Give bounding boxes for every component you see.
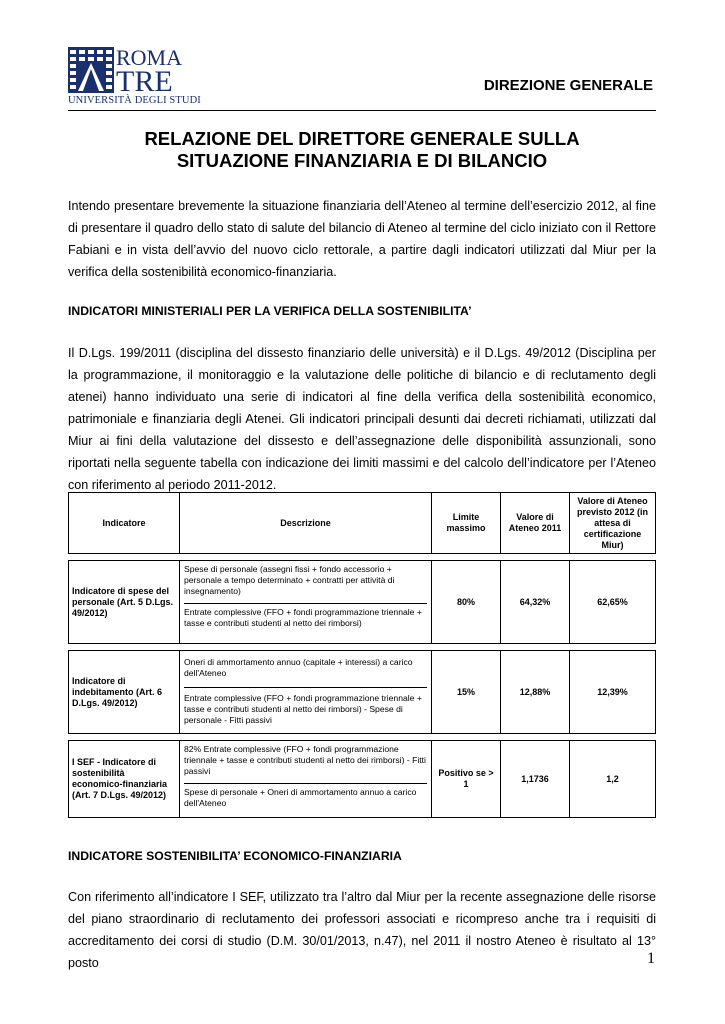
table-row-limite: 15% — [431, 650, 501, 734]
section-paragraph-indicatori: Il D.Lgs. 199/2011 (disciplina del dissesto finanziario delle università) e il D.Lgs. 49/2012 (Disciplina per la programmazione, il monitoraggio e la valutazione delle politiche di bilancio e di reclutamento degli atenei) hanno individuato una serie di indicatori al fine della verifica della sostenibilità economico, patrimoniale e finanziaria degli Atenei. Gli indicatori principali desunti dai decreti richiamati, utilizzati dal Miur ai fini della valutazione del dissesto e dell’assegnazione delle disponibilità assunzionali, sono riportati nella seguente tabella con indicazione dei limiti massimi e del calcolo dell’indicatore per l’Ateneo con riferimento al periodo 2011-2012. — [68, 346, 656, 492]
section-heading-sostenibilita: INDICATORE SOSTENIBILITA’ ECONOMICO-FINANZIARIA — [68, 849, 402, 863]
table-row-description — [179, 740, 432, 818]
table-row-limite: 80% — [431, 560, 501, 644]
table-row-valore-2012: 1,2 — [569, 740, 656, 818]
university-logo — [68, 45, 201, 107]
formula-denominator: Spese di personale + Oneri di ammortamento annuo a carico dell'Ateneo — [184, 787, 417, 808]
table-row-description — [179, 650, 432, 734]
table-row-limite: Positivo se > 1 — [431, 740, 501, 818]
header-limite: Limite massimo — [431, 492, 501, 554]
header-valore-2012: Valore di Ateneo previsto 2012 (in attesa di certificazione Miur) — [569, 492, 656, 554]
title-line-2: SITUAZIONE FINANZIARIA E DI BILANCIO — [176, 150, 548, 171]
title-line-1: RELAZIONE DEL DIRETTORE GENERALE SULLA — [144, 128, 580, 149]
formula-numerator: Oneri di ammortamento annuo (capitale + interessi) a carico dell'Ateneo — [184, 657, 413, 678]
table-row-valore-2012: 62,65% — [569, 560, 656, 644]
page-title — [68, 128, 656, 172]
indicators-table — [68, 492, 656, 818]
header-department: DIREZIONE GENERALE — [483, 77, 653, 94]
formula-denominator: Entrate complessive (FFO + fondi programmazione triennale + tasse e contributi studenti al netto dei rimborsi) — [184, 607, 422, 628]
table-row-valore-2011: 12,88% — [500, 650, 570, 734]
formula-divider — [184, 687, 427, 688]
logo-emblem-icon — [68, 47, 114, 93]
formula-numerator: 82% Entrate complessive (FFO + fondi programmazione triennale + tasse e contributi studenti al netto dei rimborsi) - Fitti passivi — [184, 744, 426, 776]
logo-tre-text: TRE — [116, 65, 173, 98]
formula-numerator: Spese di personale (assegni fissi + fondo accessorio + personale a tempo determinato + contratti per attività di insegnamento) — [184, 564, 395, 596]
table-row-valore-2011: 1,1736 — [500, 740, 570, 818]
header-valore-2011: Valore di Ateneo 2011 — [500, 492, 570, 554]
table-row-name: Indicatore di spese del personale (Art. 5 D.Lgs. 49/2012) — [68, 560, 180, 644]
logo-subtitle: UNIVERSITÀ DEGLI STUDI — [68, 95, 201, 106]
formula-denominator: Entrate complessive (FFO + fondi programmazione triennale + tasse e contributi studenti al netto dei rimborsi) - Spese di personale - Fitti passivi — [184, 693, 422, 725]
table-row-description — [179, 560, 432, 644]
header-divider — [68, 110, 656, 111]
page-number: 1 — [647, 950, 655, 967]
header-indicatore: Indicatore — [68, 492, 180, 554]
table-row-name: Indicatore di indebitamento (Art. 6 D.Lgs. 49/2012) — [68, 650, 180, 734]
table-row-valore-2011: 64,32% — [500, 560, 570, 644]
logo-roma-text: ROMA — [116, 45, 183, 70]
section-paragraph-sostenibilita: Con riferimento all’indicatore I SEF, utilizzato tra l’altro dal Miur per la recente assegnazione delle risorse del piano straordinario di reclutamento dei professori associati e ricompreso anche tra i requisiti di accreditamento dei corsi di studio (D.M. 30/01/2013, n.47), nel 2011 il nostro Ateneo è risultato al 13° posto — [68, 890, 656, 970]
formula-divider — [184, 603, 427, 604]
table-row-name: I SEF - Indicatore di sostenibilità economico-finanziaria (Art. 7 D.Lgs. 49/2012) — [68, 740, 180, 818]
formula-divider — [184, 783, 427, 784]
intro-paragraph: Intendo presentare brevemente la situazione finanziaria dell’Ateneo al termine dell’esercizio 2012, al fine di presentare il quadro dello stato di salute del bilancio di Ateneo al termine del ciclo iniziato con il Rettore Fabiani e in vista dell’avvio del nuovo ciclo rettorale, a partire dagli indicatori utilizzati dal Miur per la verifica della sostenibilità economico-finanziaria. — [68, 199, 656, 279]
table-row-valore-2012: 12,39% — [569, 650, 656, 734]
header-descrizione: Descrizione — [179, 492, 432, 554]
section-heading-indicatori: INDICATORI MINISTERIALI PER LA VERIFICA DELLA SOSTENIBILITA’ — [68, 304, 472, 318]
